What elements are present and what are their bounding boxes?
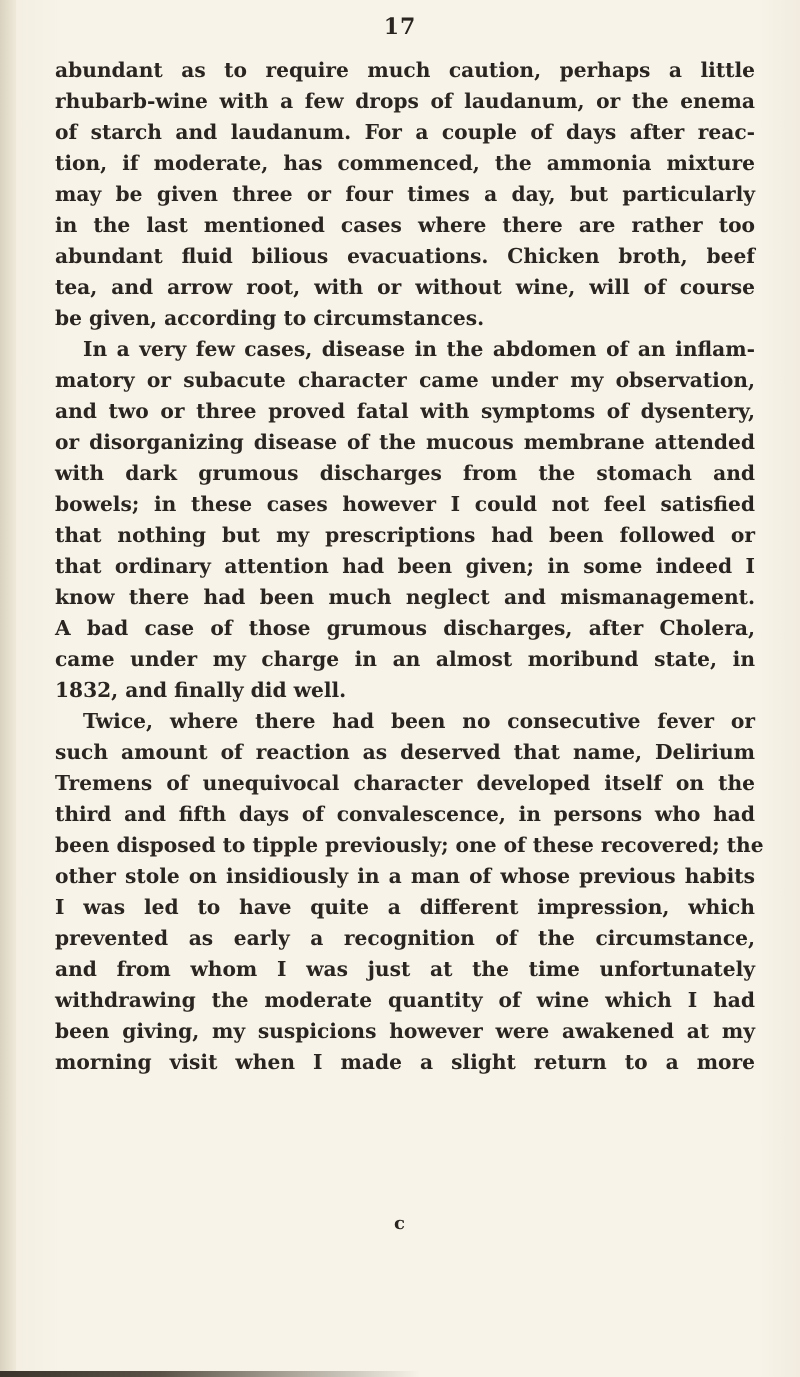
paragraph-start: In a very few cases, disease in the abdomen of an inflam- (83, 337, 755, 361)
text-line: tea, and arrow root, with or without wine, will of course (55, 275, 755, 299)
page-number: 17 (383, 14, 417, 40)
text-line: withdrawing the moderate quantity of wine which I had (55, 988, 755, 1012)
text-line: abundant as to require much caution, perhaps a little (55, 58, 755, 82)
text-line: matory or subacute character came under my observation, (55, 368, 755, 392)
text-line: abundant fluid bilious evacuations. Chicken broth, beef (55, 244, 755, 268)
signature-mark: c (394, 1213, 406, 1234)
text-line: I was led to have quite a different impression, which (55, 895, 755, 919)
text-line: may be given three or four times a day, but particularly (55, 182, 755, 206)
text-line: such amount of reaction as deserved that name, Delirium (55, 740, 755, 764)
text-line: and two or three proved fatal with symptoms of dysentery, (55, 399, 755, 423)
text-line: with dark grumous discharges from the stomach and (55, 461, 755, 485)
text-line: that nothing but my prescriptions had been followed or (55, 523, 755, 547)
text-line: 1832, and finally did well. (55, 678, 347, 702)
text-line: in the last mentioned cases where there are rather too (55, 213, 755, 237)
text-line: of starch and laudanum. For a couple of days after reac- (55, 120, 755, 144)
text-line: or disorganizing disease of the mucous membrane attended (55, 430, 755, 454)
text-line: Tremens of unequivocal character developed itself on the (55, 771, 755, 795)
text-line: be given, according to circumstances. (55, 306, 485, 330)
text-line: third and fifth days of convalescence, in persons who had (55, 802, 755, 826)
text-line: A bad case of those grumous discharges, after Cholera, (55, 616, 755, 640)
text-line: tion, if moderate, has commenced, the ammonia mixture (55, 151, 755, 175)
text-line: and from whom I was just at the time unfortunately (55, 957, 755, 981)
text-line: know there had been much neglect and mismanagement. (55, 585, 755, 609)
text-line: came under my charge in an almost moribund state, in (55, 647, 755, 671)
page-gutter (0, 0, 16, 1377)
page-edge-shadow (0, 1371, 800, 1377)
text-line: prevented as early a recognition of the circumstance, (55, 926, 755, 950)
text-line: bowels; in these cases however I could not feel satisfied (55, 492, 755, 516)
text-line: been disposed to tipple previously; one of these recovered; the (55, 833, 764, 857)
text-line: that ordinary attention had been given; in some indeed I (55, 554, 755, 578)
text-line: other stole on insidiously in a man of whose previous habits (55, 864, 755, 888)
body-text (55, 55, 764, 1078)
text-line: rhubarb-wine with a few drops of laudanum, or the enema (55, 89, 755, 113)
paragraph-start: Twice, where there had been no consecutive fever or (83, 709, 755, 733)
text-line: been giving, my suspicions however were awakened at my (55, 1019, 755, 1043)
text-line: morning visit when I made a slight return to a more (55, 1050, 755, 1074)
